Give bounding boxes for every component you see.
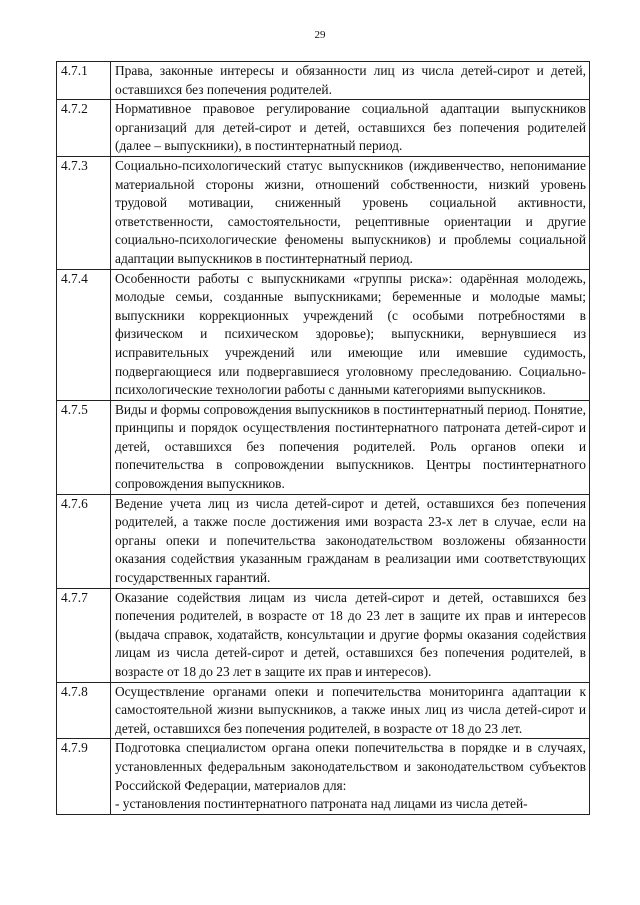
table-row — [57, 62, 590, 100]
section-text: Осуществление органами опеки и попечительства мониторинга адаптации к самостоятельной жизни выпускников, а также иных лиц из числа детей-сирот и детей, оставшихся без попечения родителей, в возрасте от 18 до 23 лет. — [111, 682, 590, 739]
section-text: Социально-психологический статус выпускников (иждивенчество, непонимание материальной стороны жизни, отношений собственности, низкий уровень трудовой мотивации, сниженный уровень социальной активности, ответственности, самостоятельности, рецептивные ориентации и другие социально-психологические феномены выпускников) и проблемы социальной адаптации выпускников в постинтернатный период. — [111, 156, 590, 269]
table-row — [57, 588, 590, 682]
section-number: 4.7.6 — [57, 494, 111, 588]
section-number: 4.7.1 — [57, 62, 111, 100]
section-text: Нормативное правовое регулирование социальной адаптации выпускников организаций для детей-сирот и детей, оставшихся без попечения родителей (далее – выпускники), в постинтернатный период. — [111, 100, 590, 157]
section-number: 4.7.7 — [57, 588, 111, 682]
section-number: 4.7.3 — [57, 156, 111, 269]
section-text: Подготовка специалистом органа опеки попечительства в порядке и в случаях, установленных федеральным законодательством и законодательством субъектов Российской Федерации, материалов для: - установления постинтернатного патроната над лицами из числа детей- — [111, 739, 590, 814]
table-row — [57, 682, 590, 739]
curriculum-table — [56, 61, 590, 815]
table-row — [57, 156, 590, 269]
table-row — [57, 400, 590, 494]
table-row — [57, 269, 590, 400]
section-text: Ведение учета лиц из числа детей-сирот и детей, оставшихся без попечения родителей, а также после достижения ими возраста 23-х лет в случае, если на органы опеки и попечительства законодательством возложены обязанности оказания содействия указанным гражданам в реализации ими соответствующих государственных гарантий. — [111, 494, 590, 588]
section-text: Особенности работы с выпускниками «группы риска»: одарённая молодежь, молодые семьи, созданные выпускниками; беременные и молодые мамы; выпускники коррекционных учреждений (с особыми потребностями в физическом и психическом здоровье); выпускники, вернувшиеся из исправительных учреждений или имеющие или имевшие судимость, подвергающиеся или подвергавшиеся уголовному преследованию. Социально-психологические технологии работы с данными категориями выпускников. — [111, 269, 590, 400]
page-number: 29 — [314, 29, 326, 41]
section-text: Права, законные интересы и обязанности лиц из числа детей-сирот и детей, оставшихся без попечения родителей. — [111, 62, 590, 100]
section-number: 4.7.8 — [57, 682, 111, 739]
section-number: 4.7.9 — [57, 739, 111, 814]
section-number: 4.7.4 — [57, 269, 111, 400]
section-number: 4.7.2 — [57, 100, 111, 157]
curriculum-table-body — [57, 62, 590, 815]
table-row — [57, 739, 590, 814]
table-row — [57, 100, 590, 157]
section-number: 4.7.5 — [57, 400, 111, 494]
section-text: Оказание содействия лицам из числа детей-сирот и детей, оставшихся без попечения родителей, в возрасте от 18 до 23 лет в защите их прав и интересов (выдача справок, ходатайств, консультации и другие формы оказания содействия лицам из числа детей-сирот и детей, оставшихся без попечения родителей, в возрасте от 18 до 23 лет в защите их прав и интересов). — [111, 588, 590, 682]
table-row — [57, 494, 590, 588]
section-text: Виды и формы сопровождения выпускников в постинтернатный период. Понятие, принципы и порядок осуществления постинтернатного патроната детей-сирот и детей, оставшихся без попечения родителей. Роль органов опеки и попечительства в сопровождении выпускников. Центры постинтернатного сопровождения выпускников. — [111, 400, 590, 494]
